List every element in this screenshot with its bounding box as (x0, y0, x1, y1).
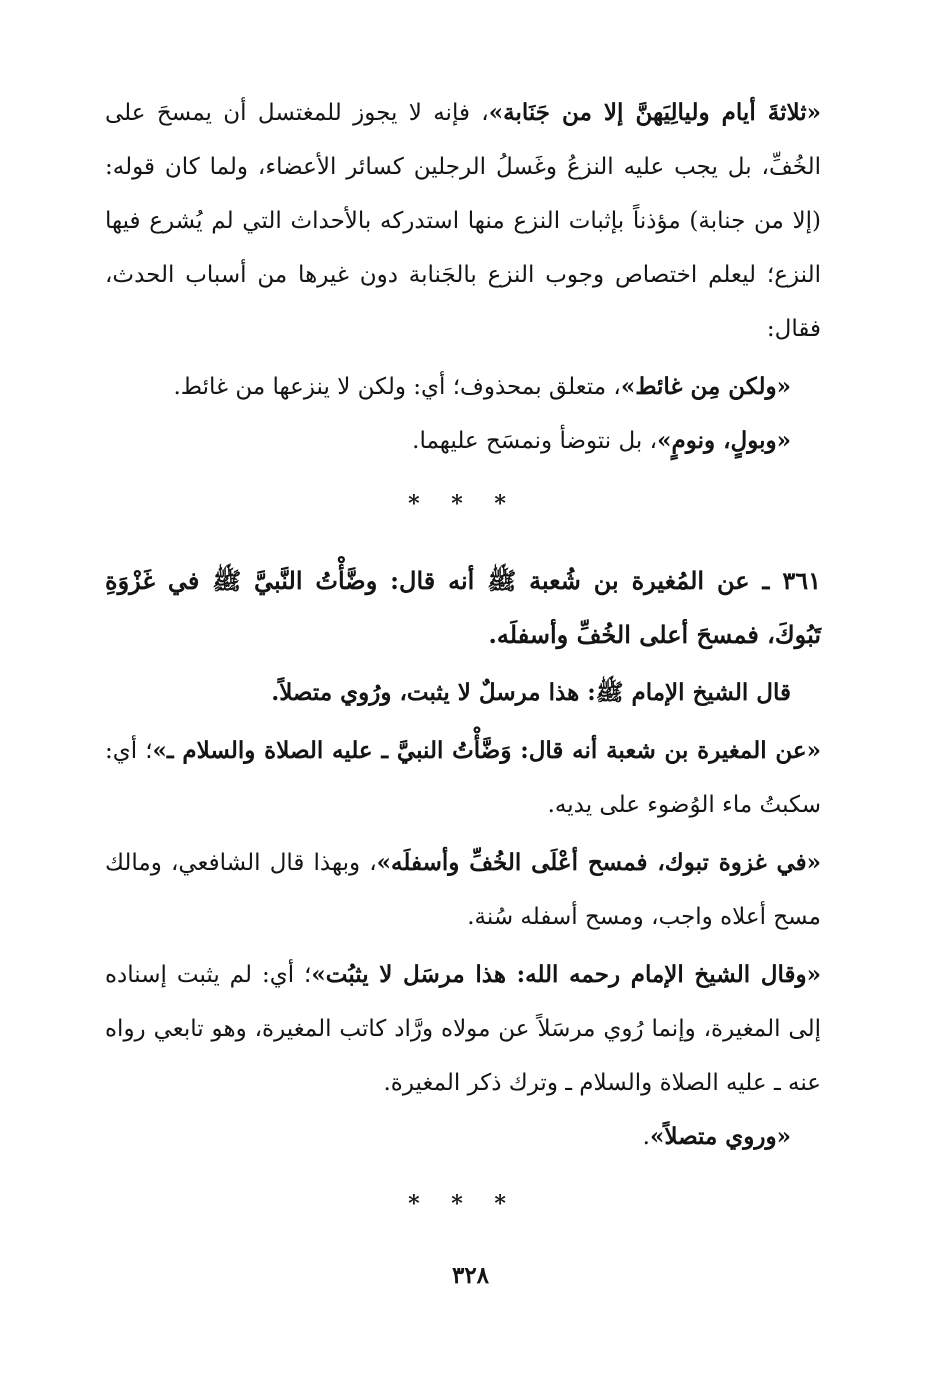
commentary-text: ؛ أي: سكبتُ ماء الوُضوء على يديه. (105, 738, 821, 818)
paragraph-2 (105, 360, 821, 414)
commentary-text: ؛ أي: لم يثبت إسناده إلى المغيرة، وإنما رُوي مرسَلاً عن مولاه ورَّاد كاتب المغيرة، وهو تابعي رواه عنه ـ عليه الصلاة والسلام ـ وترك ذكر المغيرة. (105, 962, 821, 1096)
paragraph-1 (105, 86, 821, 356)
commentary-text: ، وبهذا قال الشافعي، ومالك مسح أعلاه واجب، ومسح أسفله سُنة. (105, 850, 821, 930)
commentary-text: ، فإنه لا يجوز للمغتسل أن يمسحَ على الخُفِّ، بل يجب عليه النزعُ وغَسلُ الرجلين كسائر الأعضاء، ولما كان قوله: (إلا من جنابة) مؤذناً بإثبات النزع منها استدركه بالأحداث التي لم يُشرع فيها النزع؛ ليعلم اختصاص وجوب النزع بالجَنابة دون غيرها من أسباب الحدث، فقال: (105, 100, 821, 342)
commentary-text: . (642, 1124, 650, 1150)
page-number: ٣٢٨ (451, 1262, 490, 1289)
hadith-text: ٣٦١ ـ عن المُغيرة بن شُعبة ﷺ أنه قال: وضَّأْتُ النَّبيَّ ﷺ في غَزْوَةِ تَبُوكَ، فمسحَ أعلى الخُفِّ وأسفلَه. (105, 566, 821, 649)
commentary-text: ، بل نتوضأ ونمسَح عليهما. (412, 428, 658, 454)
section-separator: * * * (408, 1191, 518, 1217)
quoted-text: «في غزوة تبوك، فمسح أعْلَى الخُفِّ وأسفلَه» (376, 849, 821, 876)
quoted-text: «عن المغيرة بن شعبة أنه قال: وَضَّأْتُ النبيَّ ـ عليه الصلاة والسلام ـ» (152, 737, 821, 764)
commentary-text: ، متعلق بمحذوف؛ أي: ولكن لا ينزعها من غائط. (173, 374, 621, 400)
quoted-text: «وقال الشيخ الإمام رحمه الله: هذا مرسَل لا يثبُت» (311, 961, 821, 988)
sheikh-comment: قال الشيخ الإمام ﷺ: هذا مرسلٌ لا يثبت، ورُوي متصلاً. (271, 679, 791, 706)
paragraph-3 (105, 414, 821, 468)
quoted-text: «وبولٍ، ونومٍ» (657, 427, 791, 454)
paragraph-4 (105, 724, 821, 832)
paragraph-7 (105, 1110, 821, 1164)
quoted-text: «ثلاثةَ أيام وليالِيَهنَّ إلا من جَنَابة» (488, 99, 821, 126)
section-separator: * * * (408, 491, 518, 517)
paragraph-6 (105, 948, 821, 1110)
quoted-text: «وروي متصلاً» (649, 1123, 791, 1150)
quoted-text: «ولكن مِن غائط» (620, 373, 791, 400)
page-body (105, 86, 821, 1217)
paragraph-5 (105, 836, 821, 944)
